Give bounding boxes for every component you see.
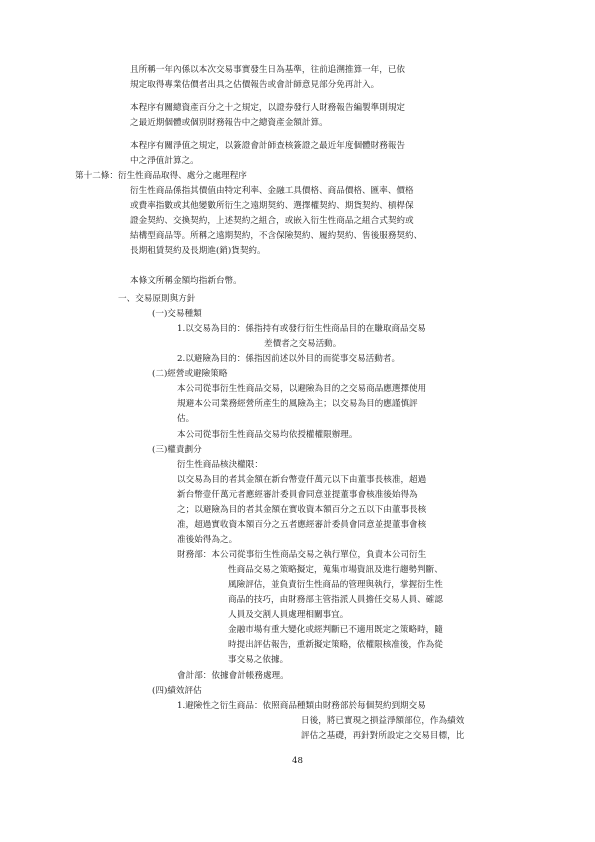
text-line: 規避本公司業務經營所產生的風險為主；以交易為目的應謹慎評 [177, 399, 418, 409]
subsection-heading: (四)績效評估 [152, 686, 202, 696]
text-line: 規定取得專業估價者出具之估價報告或會計師意見部分免再計入。 [130, 80, 380, 90]
text-line: 會計部：依據會計帳務處理。 [177, 671, 289, 681]
page-number: 48 [292, 756, 303, 766]
text-line: 本條文所稱金額均指新台幣。 [130, 276, 242, 286]
text-line: 差價者之交易活動。 [264, 339, 342, 349]
text-line: 本程序有關淨值之規定，以簽證會計師查核簽證之最近年度個體財務報告 [130, 141, 406, 151]
text-line: 衍生性商品核決權限： [177, 460, 263, 470]
text-line: 1.以交易為目的：係指持有或發行衍生性商品目的在賺取商品交易 [177, 324, 426, 334]
text-line: 1.避險性之衍生商品：依照商品種類由財務部於每個契約到期交易 [177, 701, 426, 711]
text-line: 評估之基礎，再針對所設定之交易目標，比 [301, 731, 465, 741]
text-line: 性商品交易之策略擬定，蒐集市場資訊及進行趨勢判斷、 [228, 565, 443, 575]
text-line: 新台幣壹仟萬元者應經審計委員會同意並提董事會核准後始得為 [177, 490, 418, 500]
text-line: 人員及交割人員處理相關事宜。 [228, 610, 349, 620]
text-line: 准後始得為之。 [177, 535, 238, 545]
article-heading: 第十二條：衍生性商品取得、處分之處理程序 [75, 171, 247, 181]
text-line: 本公司從事衍生性商品交易均依授權權限辦理。 [177, 430, 358, 440]
subsection-heading: (二)經營或避險策略 [152, 369, 228, 379]
text-line: 之最近期個體或個別財務報告中之總資產金額計算。 [130, 118, 328, 128]
text-line: 以交易為目的者其金額在新台幣壹仟萬元以下由董事長核准，超過 [177, 475, 427, 485]
section-heading: 一、交易原則與方針 [118, 294, 196, 304]
text-line: 結構型商品等。所稱之遠期契約，不含保險契約、履約契約、售後服務契約、 [130, 231, 423, 241]
text-line: 證金契約、交換契約，上述契約之組合，或嵌入衍生性商品之組合式契約或 [130, 216, 414, 226]
text-line: 衍生性商品係指其價值由特定利率、金融工具價格、商品價格、匯率、價格 [130, 186, 414, 196]
text-line: 本公司從事衍生性商品交易，以避險為目的之交易商品應選擇使用 [177, 384, 427, 394]
subsection-heading: (三)權責劃分 [152, 445, 202, 455]
subsection-heading: (一)交易種類 [152, 309, 202, 319]
text-line: 2.以避險為目的：係指因前述以外目的而從事交易活動者。 [177, 354, 401, 364]
text-line: 之；以避險為目的者其金額在實收資本額百分之五以下由董事長核 [177, 505, 427, 515]
text-line: 時提出評估報告，重新擬定策略，依權限核准後，作為從 [228, 640, 443, 650]
text-line: 或費率指數或其他變數所衍生之遠期契約、選擇權契約、期貨契約、槓桿保 [130, 201, 414, 211]
text-line: 准，超過實收資本額百分之五者應經審計委員會同意並提董事會核 [177, 520, 427, 530]
text-line: 事交易之依據。 [228, 655, 289, 665]
text-line: 金融市場有重大變化或經判斷已不適用既定之策略時，隨 [228, 625, 443, 635]
text-line: 估。 [177, 414, 195, 424]
text-line: 中之淨值計算之。 [130, 156, 199, 166]
text-line: 本程序有關總資產百分之十之規定，以證券發行人財務報告編製準則規定 [130, 103, 406, 113]
text-line: 商品的技巧，由財務部主管指派人員擔任交易人員、確認 [228, 595, 443, 605]
text-line: 日後，將已實現之損益淨額部位，作為績效 [301, 716, 465, 726]
text-line: 且所稱一年內係以本次交易事實發生日為基準，往前追溯推算一年，已依 [130, 65, 406, 75]
text-line: 風險評估，並負責衍生性商品的管理與執行，掌握衍生性 [228, 580, 443, 590]
text-line: 長期租賃契約及長期進(銷)貨契約。 [130, 246, 266, 256]
text-line: 財務部：本公司從事衍生性商品交易之執行單位，負責本公司衍生 [177, 550, 427, 560]
